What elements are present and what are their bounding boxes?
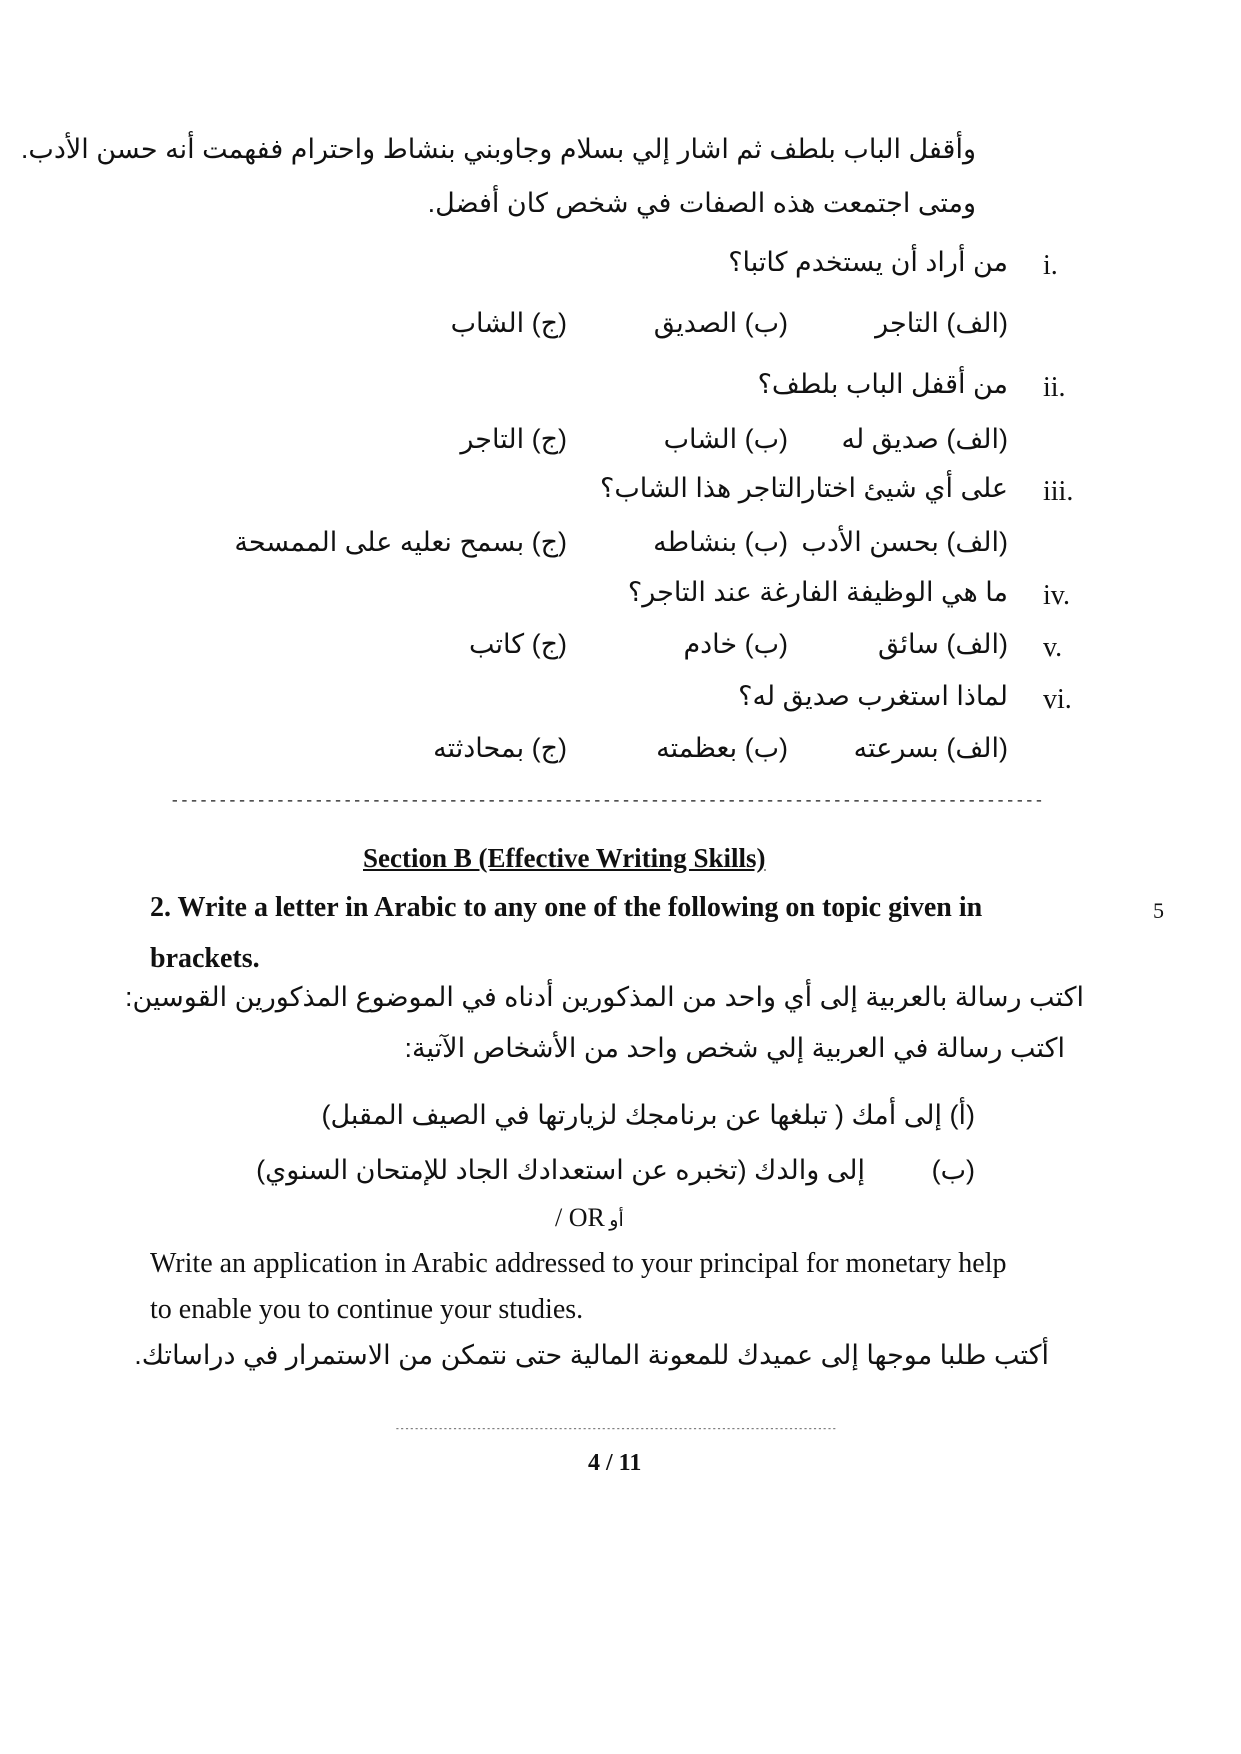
question-number: ii. [1043, 372, 1066, 403]
question-2-line-2: brackets. [150, 943, 260, 974]
question-number: iv. [1043, 580, 1070, 611]
letter-option-b-label: (ب) [931, 1155, 975, 1185]
question-2-line-1: 2. Write a letter in Arabic to any one of the following on topic given in [150, 892, 983, 923]
question-number: v. [1043, 632, 1063, 663]
option-alef: (الف) بسرعته [853, 733, 1008, 763]
option-jim: (ج) التاجر [460, 424, 567, 454]
marks: 5 [1153, 898, 1164, 923]
option-alef: (الف) سائق [877, 629, 1008, 659]
section-heading: Section B (Effective Writing Skills) [363, 843, 766, 873]
question-number: vi. [1043, 684, 1072, 715]
option-alef: (الف) التاجر [875, 308, 1008, 338]
or-divider [555, 1203, 624, 1233]
page-number: 4 / 11 [588, 1450, 642, 1476]
arabic-instruction-1: اكتب رسالة بالعربية إلى أي واحد من المذكورين أدناه في الموضوع المذكورين القوسين: [124, 982, 1084, 1012]
option-alef: (الف) صديق له [841, 424, 1008, 454]
question-text: ما هي الوظيفة الفارغة عند التاجر؟ [627, 577, 1008, 607]
option-ba: (ب) الشاب [663, 424, 788, 454]
question-number: iii. [1043, 476, 1074, 507]
option-jim: (ج) كاتب [468, 629, 567, 659]
option-jim: (ج) بسمح نعليه على الممسحة [234, 527, 567, 557]
arabic-instruction-2: اكتب رسالة في العربية إلي شخص واحد من الأشخاص الآتية: [404, 1033, 1065, 1063]
option-jim: (ج) بمحادثته [433, 733, 567, 763]
question-number: i. [1043, 250, 1058, 281]
option-ba: (ب) الصديق [653, 308, 788, 338]
section-separator: ------------------------------------------------------------------------------------------- [170, 792, 1044, 810]
letter-option-a: (أ) إلى أمك ( تبلغها عن برنامجك لزيارتها في الصيف المقبل) [321, 1100, 975, 1130]
alternative-arabic: أكتب طلبا موجها إلى عميدك للمعونة المالية حتى نتمكن من الاستمرار في دراساتك. [134, 1340, 1049, 1370]
or-arabic: أو [609, 1210, 624, 1231]
question-text: من أقفل الباب بلطف؟ [757, 369, 1008, 399]
end-separator: -------------------------------------------------------------------------------------------- [395, 1425, 837, 1434]
question-text: من أراد أن يستخدم كاتبا؟ [728, 247, 1008, 277]
question-text: لماذا استغرب صديق له؟ [738, 681, 1008, 711]
option-jim: (ج) الشاب [450, 308, 567, 338]
alternative-english-line-1: Write an application in Arabic addressed to your principal for monetary help [150, 1248, 1007, 1279]
option-ba: (ب) بعظمته [656, 733, 788, 763]
option-ba: (ب) خادم [683, 629, 788, 659]
or-english: / OR [555, 1203, 605, 1232]
question-text: على أي شيئ اختارالتاجر هذا الشاب؟ [600, 473, 1008, 503]
passage-line-1: وأقفل الباب بلطف ثم اشار إلي بسلام وجاوبني بنشاط واحترام ففهمت أنه حسن الأدب. [20, 134, 976, 164]
passage-line-2: ومتى اجتمعت هذه الصفات في شخص كان أفضل. [427, 188, 976, 218]
alternative-english-line-2: to enable you to continue your studies. [150, 1294, 584, 1325]
letter-option-b-text: إلى والدك (تخبره عن استعدادك الجاد للإمتحان السنوي) [256, 1155, 865, 1185]
option-alef: (الف) بحسن الأدب [801, 527, 1008, 557]
option-ba: (ب) بنشاطه [653, 527, 788, 557]
